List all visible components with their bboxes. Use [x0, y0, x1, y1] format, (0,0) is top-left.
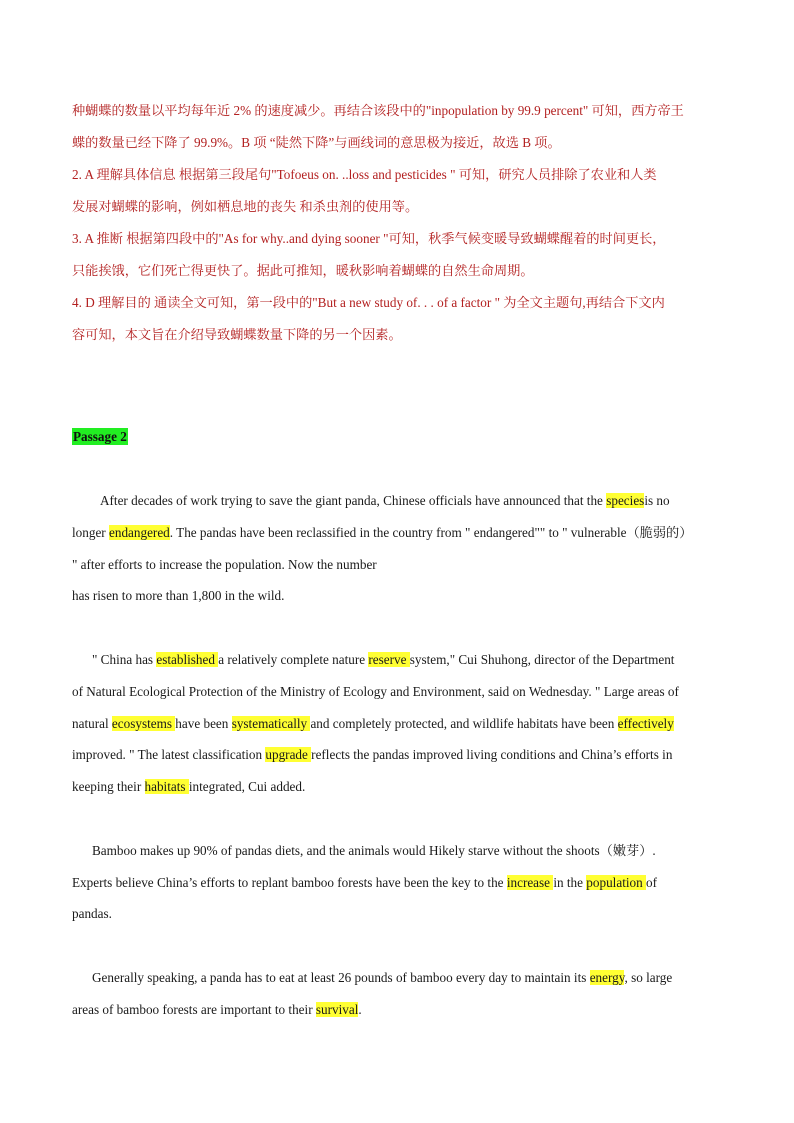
- p4-text: areas of bamboo forests are important to their: [72, 1002, 316, 1017]
- p2-text: integrated, Cui added.: [188, 779, 306, 794]
- p1-line-2: [72, 525, 724, 541]
- p3-line-1: Bamboo makes up 90% of pandas diets, and the animals would Hikely starve without the shoots（嫩芽）.: [92, 843, 656, 858]
- highlight-effectively: effectively: [617, 716, 674, 731]
- p1-line-4: has risen to more than 1,800 in the wild.: [72, 588, 285, 603]
- highlight-survival: survival: [315, 1002, 359, 1017]
- answer-line-6: 只能挨饿，它们死亡得更快了。据此可推知，暖秋影响着蝴蝶的自然生命周期。: [72, 263, 534, 278]
- p2-text: " China has: [92, 652, 157, 667]
- p2-text: improved. " The latest classification: [72, 747, 266, 762]
- p2-line-4: [72, 747, 724, 763]
- answer-line-3: 2. A 理解具体信息 根据第三段尾句"Tofoeus on. ..loss and pesticides " 可知，研究人员排除了农业和人类: [72, 167, 657, 182]
- p2-text: natural: [72, 716, 112, 731]
- p2-line-5: [72, 779, 724, 795]
- highlight-upgrade: upgrade: [265, 747, 312, 762]
- p1-text: . The pandas have been reclassified in the country from " endangered"" to " vulnerable（脆弱的）: [169, 525, 693, 540]
- p2-text: a relatively complete nature: [218, 652, 369, 667]
- highlight-energy: energy: [589, 970, 625, 985]
- p4-line-1: [92, 970, 724, 986]
- passage-heading-row: [72, 429, 724, 445]
- p1-text: longer: [72, 525, 109, 540]
- p2-text: have been: [175, 716, 232, 731]
- p1-line-3: " after efforts to increase the population. Now the number: [72, 557, 377, 572]
- p3-text: Experts believe China’s efforts to replant bamboo forests have been the key to the: [72, 875, 507, 890]
- highlight-reserve: reserve: [368, 652, 410, 667]
- p1-line-1: [100, 493, 724, 509]
- p3-line-3: pandas.: [72, 906, 112, 921]
- highlight-established: established: [156, 652, 219, 667]
- highlight-systematically: systematically: [231, 716, 311, 731]
- p4-text: , so large: [624, 970, 673, 985]
- p2-text: system," Cui Shuhong, director of the Department: [409, 652, 675, 667]
- answer-line-5: 3. A 推断 根据第四段中的"As for why..and dying sooner "可知，秋季气候变暖导致蝴蝶醒着的时间更长，: [72, 231, 666, 246]
- highlight-habitats: habitats: [144, 779, 189, 794]
- answer-line-1: 种蝴蝶的数量以平均每年近 2% 的速度减少。再结合该段中的"inpopulation by 99.9 percent" 可知，西方帝王: [72, 103, 684, 118]
- highlight-ecosystems: ecosystems: [111, 716, 176, 731]
- highlight-population: population: [586, 875, 647, 890]
- p4-text: .: [358, 1002, 362, 1017]
- p3-text: in the: [553, 875, 587, 890]
- p3-text: of: [646, 875, 658, 890]
- p1-text: is no: [644, 493, 670, 508]
- highlight-increase: increase: [506, 875, 554, 890]
- highlight-endangered: endangered: [109, 525, 170, 540]
- p2-line-2: of Natural Ecological Protection of the Ministry of Ecology and Environment, said on Wednesday. " Large areas of: [72, 684, 679, 699]
- p4-line-2: [72, 1002, 724, 1018]
- p2-text: and completely protected, and wildlife habitats have been: [310, 716, 618, 731]
- p1-text: After decades of work trying to save the giant panda, Chinese officials have announced that the: [100, 493, 607, 508]
- p2-line-3: [72, 716, 724, 732]
- passage-heading: Passage 2: [73, 429, 127, 444]
- answer-line-4: 发展对蝴蝶的影响，例如栖息地的丧失 和杀虫剂的使用等。: [72, 199, 419, 214]
- p4-text: Generally speaking, a panda has to eat at least 26 pounds of bamboo every day to maintain its: [92, 970, 590, 985]
- p2-text: keeping their: [72, 779, 145, 794]
- answer-line-2: 蝶的数量已经下降了 99.9%。B 项 “陡然下降”与画线词的意思极为接近，故选 B 项。: [72, 135, 561, 150]
- answer-line-7: 4. D 理解目的 通读全文可知，第一段中的"But a new study of. . . of a factor " 为全文主题句,再结合下文内: [72, 295, 665, 310]
- highlight-species: species: [606, 493, 645, 508]
- answer-line-8: 容可知，本文旨在介绍导致蝴蝶数量下降的另一个因素。: [72, 327, 402, 342]
- p2-line-1: [92, 652, 724, 668]
- p2-text: reflects the pandas improved living conditions and China’s efforts in: [311, 747, 673, 762]
- p3-line-2: [72, 875, 724, 891]
